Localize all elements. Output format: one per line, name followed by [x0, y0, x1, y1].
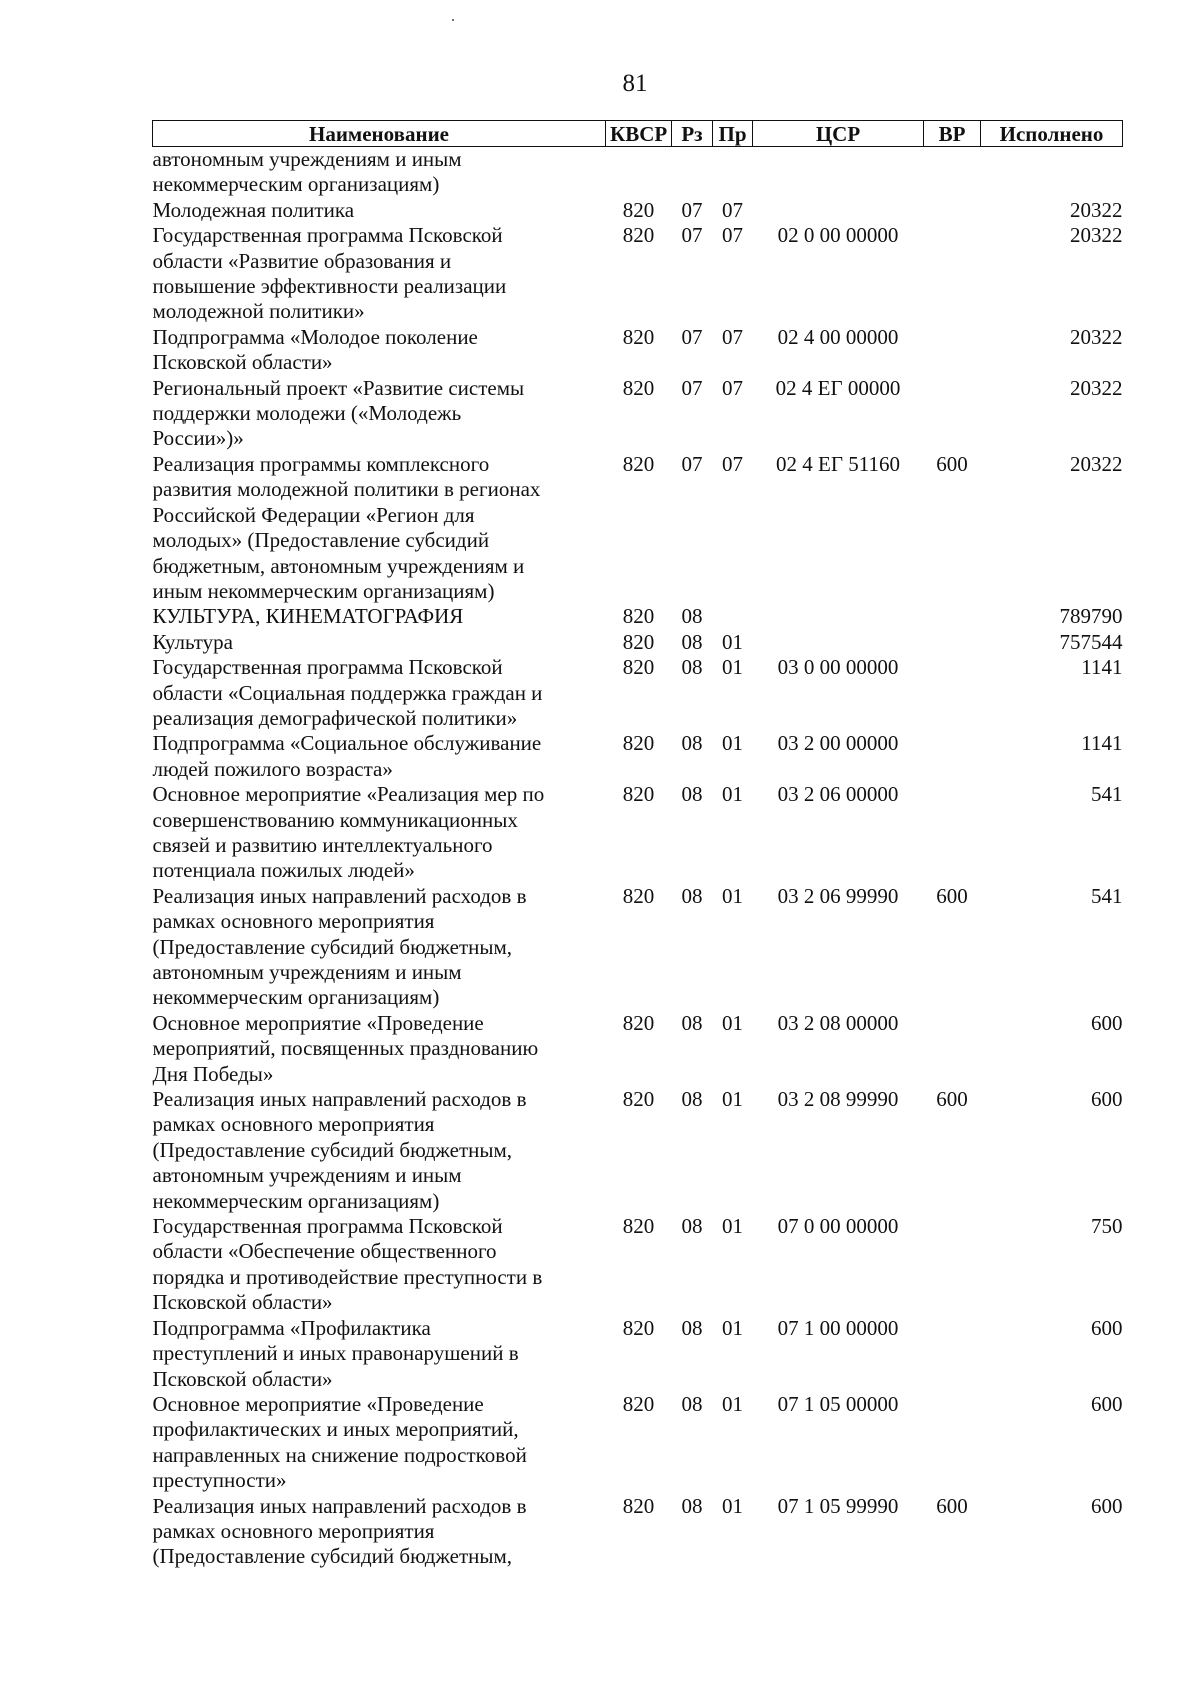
- executed-cell: 1141: [1081, 731, 1123, 756]
- table-row: [153, 1087, 1123, 1214]
- name-line: Псковской области»: [152, 350, 333, 375]
- pr-cell: 01: [722, 1315, 743, 1340]
- name-cell: [153, 884, 606, 1011]
- name-cell: [153, 655, 606, 731]
- name-line: Культура: [152, 629, 233, 654]
- executed-cell: 600: [1091, 1087, 1123, 1112]
- name-line: порядка и противодействие преступности в: [152, 1264, 543, 1289]
- name-line: рамках основного мероприятия: [152, 909, 435, 934]
- executed-cell: 600: [1091, 1493, 1123, 1518]
- name-cell: [153, 325, 606, 376]
- pr-cell: 01: [722, 1493, 743, 1518]
- rz-cell: 08: [681, 655, 703, 680]
- rz-cell: 08: [681, 883, 703, 908]
- kvsr-cell: 820: [622, 375, 655, 400]
- name-line: (Предоставление субсидий бюджетным,: [152, 1137, 513, 1162]
- kvsr-cell: 820: [622, 1087, 655, 1112]
- kvsr-cell: 820: [622, 1315, 655, 1340]
- name-line: Подпрограмма «Молодое поколение: [152, 324, 478, 349]
- pr-cell: 01: [722, 655, 743, 680]
- name-line: реализация демографической политики»: [152, 705, 518, 730]
- name-line: рамках основного мероприятия: [152, 1112, 435, 1137]
- name-line: потенциала пожилых людей»: [152, 858, 415, 883]
- header-pr: Пр: [713, 121, 753, 147]
- pr-cell: [713, 604, 753, 629]
- kvsr-cell: 820: [622, 1214, 655, 1239]
- executed-cell: 757544: [1059, 629, 1123, 654]
- csr-cell: [753, 147, 924, 198]
- name-cell: [153, 731, 606, 782]
- name-line: преступности»: [152, 1468, 287, 1493]
- name-line: (Предоставление субсидий бюджетным,: [152, 934, 513, 959]
- pr-cell: 07: [722, 324, 743, 349]
- header-csr: ЦСР: [753, 121, 924, 147]
- table-row: [153, 604, 1123, 629]
- pr-cell: 07: [722, 451, 743, 476]
- rz-cell: 08: [681, 1493, 703, 1518]
- table-row: [153, 655, 1123, 731]
- rz-cell: 08: [681, 1391, 703, 1416]
- pr-cell: 01: [722, 1087, 743, 1112]
- name-cell: [153, 1392, 606, 1494]
- rz-cell: 08: [681, 629, 703, 654]
- executed-cell: 600: [1091, 1010, 1123, 1035]
- executed-cell: 20322: [1070, 197, 1123, 222]
- table-row: [153, 325, 1123, 376]
- name-line: Псковской области»: [152, 1290, 333, 1315]
- name-line: области «Социальная поддержка граждан и: [152, 680, 543, 705]
- name-line: автономным учреждениям и иным: [152, 1163, 462, 1188]
- executed-cell: 20322: [1070, 223, 1123, 248]
- rz-cell: 08: [681, 604, 703, 629]
- header-kvsr: КВСР: [606, 121, 672, 147]
- name-line: Региональный проект «Развитие системы: [152, 375, 525, 400]
- name-cell: [153, 604, 606, 629]
- vr-cell: [924, 325, 981, 376]
- table-row: [153, 1214, 1123, 1316]
- kvsr-cell: 820: [622, 223, 655, 248]
- kvsr-cell: 820: [622, 324, 655, 349]
- vr-cell: [924, 1316, 981, 1392]
- kvsr-cell: 820: [622, 655, 655, 680]
- pr-cell: 01: [722, 731, 743, 756]
- name-line: поддержки молодежи («Молодежь: [152, 401, 462, 426]
- name-cell: [153, 630, 606, 655]
- kvsr-cell: [606, 147, 672, 198]
- csr-cell: 03 2 06 99990: [777, 883, 899, 908]
- name-line: Российской Федерации «Регион для: [152, 502, 475, 527]
- vr-cell: [924, 147, 981, 198]
- name-line: некоммерческим организациям): [152, 1188, 440, 1213]
- rz-cell: 08: [681, 1010, 703, 1035]
- vr-cell: 600: [936, 883, 968, 908]
- kvsr-cell: 820: [622, 451, 655, 476]
- table-body: [153, 147, 1123, 1570]
- name-cell: [153, 376, 606, 452]
- name-line: Государственная программа Псковской: [152, 223, 503, 248]
- kvsr-cell: 820: [622, 197, 655, 222]
- rz-cell: 07: [681, 324, 703, 349]
- rz-cell: 07: [681, 197, 703, 222]
- name-line: Подпрограмма «Социальное обслуживание: [152, 731, 542, 756]
- kvsr-cell: 820: [622, 731, 655, 756]
- executed-cell: 600: [1091, 1315, 1123, 1340]
- name-line: Псковской области»: [152, 1366, 333, 1391]
- name-line: связей и развитию интеллектуального: [152, 832, 493, 857]
- csr-cell: 02 4 ЕГ 51160: [776, 451, 900, 476]
- name-line: Реализация иных направлений расходов в: [152, 883, 527, 908]
- kvsr-cell: 820: [622, 629, 655, 654]
- name-cell: [153, 147, 606, 198]
- name-line: совершенствованию коммуникационных: [152, 807, 518, 832]
- table-row: [153, 782, 1123, 884]
- vr-cell: [924, 630, 981, 655]
- scan-speck: [452, 19, 454, 21]
- table-row: [153, 376, 1123, 452]
- csr-cell: 03 2 08 99990: [777, 1087, 899, 1112]
- vr-cell: [924, 1011, 981, 1087]
- csr-cell: 07 1 05 00000: [777, 1391, 899, 1416]
- csr-cell: 02 4 00 00000: [777, 324, 899, 349]
- name-cell: [153, 198, 606, 223]
- table-row: [153, 1011, 1123, 1087]
- pr-cell: [713, 147, 753, 198]
- name-line: иным некоммерческим организациям): [152, 578, 495, 603]
- vr-cell: [924, 604, 981, 629]
- name-line: автономным учреждениям и иным: [152, 147, 462, 171]
- table-row: [153, 223, 1123, 325]
- header-executed: Исполнено: [981, 121, 1123, 147]
- name-line: рамках основного мероприятия: [152, 1518, 435, 1543]
- name-line: Реализация иных направлений расходов в: [152, 1493, 527, 1518]
- name-line: Подпрограмма «Профилактика: [152, 1315, 431, 1340]
- pr-cell: 07: [722, 197, 743, 222]
- name-line: Реализация иных направлений расходов в: [152, 1087, 527, 1112]
- table-row: [153, 1392, 1123, 1494]
- name-line: Основное мероприятие «Реализация мер по: [152, 782, 545, 807]
- name-cell: [153, 1316, 606, 1392]
- pr-cell: 07: [722, 223, 743, 248]
- vr-cell: [924, 1392, 981, 1494]
- csr-cell: 03 2 00 00000: [777, 731, 899, 756]
- header-rz: Рз: [672, 121, 713, 147]
- executed-cell: 789790: [1059, 604, 1123, 629]
- vr-cell: [924, 376, 981, 452]
- name-line: автономным учреждениям и иным: [152, 960, 462, 984]
- csr-cell: 03 2 08 00000: [777, 1010, 899, 1035]
- rz-cell: 08: [681, 731, 703, 756]
- name-line: бюджетным, автономным учреждениям и: [152, 553, 525, 578]
- name-line: Реализация программы комплексного: [152, 451, 490, 476]
- name-line: направленных на снижение подростковой: [152, 1442, 527, 1467]
- csr-cell: 02 4 ЕГ 00000: [775, 375, 901, 400]
- name-line: Дня Победы»: [152, 1061, 274, 1086]
- name-line: Молодежная политика: [152, 197, 355, 222]
- rz-cell: [672, 147, 713, 198]
- rz-cell: 08: [681, 1315, 703, 1340]
- executed-cell: 541: [1091, 883, 1123, 908]
- csr-cell: [753, 198, 924, 223]
- table-row: [153, 1494, 1123, 1570]
- table-header-row: [153, 121, 1123, 147]
- name-line: развития молодежной политики в регионах: [152, 477, 541, 502]
- name-line: Основное мероприятие «Проведение: [152, 1010, 484, 1035]
- rz-cell: 07: [681, 451, 703, 476]
- kvsr-cell: 820: [622, 1391, 655, 1416]
- name-line: молодых» (Предоставление субсидий: [152, 528, 490, 553]
- table-row: [153, 147, 1123, 198]
- name-cell: [153, 452, 606, 604]
- pr-cell: 01: [722, 629, 743, 654]
- executed-cell: 20322: [1070, 375, 1123, 400]
- page-number: 81: [622, 70, 648, 97]
- vr-cell: 600: [936, 451, 968, 476]
- vr-cell: [924, 731, 981, 782]
- name-line: области «Развитие образования и: [152, 248, 452, 273]
- name-line: преступлений и иных правонарушений в: [152, 1341, 519, 1366]
- executed-cell: 20322: [1070, 451, 1123, 476]
- table-row: [153, 452, 1123, 604]
- name-line: Основное мероприятие «Проведение: [152, 1391, 484, 1416]
- name-cell: [153, 223, 606, 325]
- vr-cell: [924, 655, 981, 731]
- vr-cell: [924, 782, 981, 884]
- name-line: некоммерческим организациям): [152, 172, 440, 197]
- pr-cell: 01: [722, 883, 743, 908]
- name-line: (Предоставление субсидий бюджетным,: [152, 1544, 513, 1569]
- name-line: мероприятий, посвященных празднованию: [152, 1036, 539, 1061]
- csr-cell: 07 0 00 00000: [777, 1214, 899, 1239]
- executed-cell: 1141: [1081, 655, 1123, 680]
- csr-cell: 07 1 05 99990: [777, 1493, 899, 1518]
- csr-cell: [753, 630, 924, 655]
- table-row: [153, 198, 1123, 223]
- kvsr-cell: 820: [622, 604, 655, 629]
- header-name: Наименование: [153, 121, 606, 147]
- executed-cell: [981, 147, 1123, 198]
- pr-cell: 01: [722, 782, 743, 807]
- header-vr: ВР: [924, 121, 981, 147]
- name-line: Государственная программа Псковской: [152, 1214, 503, 1239]
- table-row: [153, 884, 1123, 1011]
- rz-cell: 08: [681, 1087, 703, 1112]
- table-row: [153, 1316, 1123, 1392]
- executed-cell: 600: [1091, 1391, 1123, 1416]
- name-line: некоммерческим организациям): [152, 985, 440, 1010]
- name-line: молодежной политики»: [152, 299, 365, 324]
- kvsr-cell: 820: [622, 782, 655, 807]
- pr-cell: 01: [722, 1214, 743, 1239]
- kvsr-cell: 820: [622, 883, 655, 908]
- csr-cell: 03 2 06 00000: [777, 782, 899, 807]
- name-line: области «Обеспечение общественного: [152, 1239, 497, 1264]
- table-row: [153, 731, 1123, 782]
- vr-cell: [924, 198, 981, 223]
- pr-cell: 07: [722, 375, 743, 400]
- vr-cell: [924, 223, 981, 325]
- name-line: профилактических и иных мероприятий,: [152, 1417, 519, 1442]
- rz-cell: 07: [681, 375, 703, 400]
- name-cell: [153, 1011, 606, 1087]
- name-cell: [153, 782, 606, 884]
- rz-cell: 08: [681, 782, 703, 807]
- csr-cell: 02 0 00 00000: [777, 223, 899, 248]
- csr-cell: 07 1 00 00000: [777, 1315, 899, 1340]
- vr-cell: 600: [936, 1087, 968, 1112]
- name-cell: [153, 1087, 606, 1214]
- rz-cell: 08: [681, 1214, 703, 1239]
- name-cell: [153, 1214, 606, 1316]
- csr-cell: 03 0 00 00000: [777, 655, 899, 680]
- name-line: России»)»: [152, 426, 244, 451]
- name-line: КУЛЬТУРА, КИНЕМАТОГРАФИЯ: [152, 604, 464, 629]
- pr-cell: 01: [722, 1391, 743, 1416]
- kvsr-cell: 820: [622, 1010, 655, 1035]
- vr-cell: [924, 1214, 981, 1316]
- table-row: [153, 630, 1123, 655]
- executed-cell: 750: [1091, 1214, 1123, 1239]
- name-line: повышение эффективности реализации: [152, 274, 507, 299]
- rz-cell: 07: [681, 223, 703, 248]
- vr-cell: 600: [936, 1493, 968, 1518]
- executed-cell: 20322: [1070, 324, 1123, 349]
- pr-cell: 01: [722, 1010, 743, 1035]
- name-line: людей пожилого возраста»: [152, 756, 393, 781]
- executed-cell: 541: [1091, 782, 1123, 807]
- csr-cell: [753, 604, 924, 629]
- name-cell: [153, 1494, 606, 1570]
- kvsr-cell: 820: [622, 1493, 655, 1518]
- budget-table: [152, 120, 1123, 1570]
- name-line: Государственная программа Псковской: [152, 655, 503, 680]
